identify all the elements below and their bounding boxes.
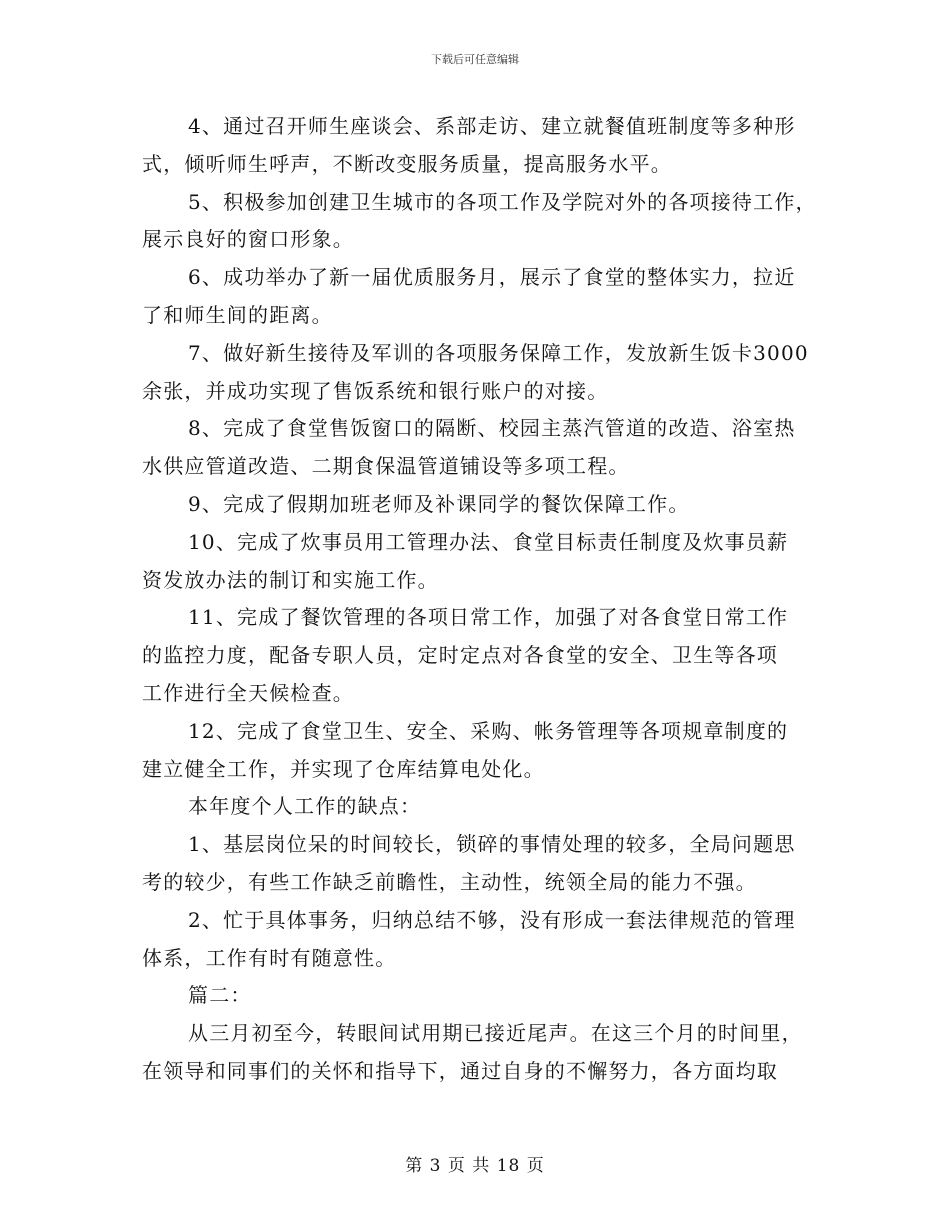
paragraph-line: 考的较少，有些工作缺乏前瞻性，主动性，统领全局的能力不强。 bbox=[142, 869, 757, 894]
paragraph-line: 12、完成了食堂卫生、安全、采购、帐务管理等各项规章制度的 bbox=[188, 718, 789, 743]
paragraph-line: 体系，工作有时有随意性。 bbox=[142, 945, 397, 970]
paragraph-line: 水供应管道改造、二期食保温管道铺设等多项工程。 bbox=[142, 454, 630, 479]
document-body bbox=[142, 108, 817, 1091]
page-header: 下载后可任意编辑 bbox=[431, 53, 519, 66]
paragraph-line: 10、完成了炊事员用工管理办法、食堂目标责任制度及炊事员薪 bbox=[188, 529, 789, 554]
paragraph-line: 余张，并成功实现了售饭系统和银行账户的对接。 bbox=[142, 378, 609, 403]
paragraph bbox=[142, 410, 810, 486]
paragraph-line: 1、基层岗位呆的时间较长，锁碎的事情处理的较多，全局问题思 bbox=[188, 832, 796, 857]
paragraph-line: 工作进行全天候检查。 bbox=[142, 680, 354, 705]
paragraph-line: 2、忙于具体事务，归纳总结不够，没有形成一套法律规范的管理 bbox=[188, 907, 796, 932]
paragraph-line: 的监控力度，配备专职人员，定时定点对各食堂的安全、卫生等各项 bbox=[142, 643, 778, 668]
paragraph-line: 从三月初至今，转眼间试用期已接近尾声。在这三个月的时间里， bbox=[188, 1021, 803, 1046]
page-footer: 第 3 页 共 18 页 bbox=[405, 1156, 545, 1176]
paragraph bbox=[142, 1015, 810, 1091]
paragraph-line: 在领导和同事们的关怀和指导下，通过自身的不懈努力，各方面均取 bbox=[142, 1058, 778, 1083]
paragraph bbox=[142, 524, 810, 600]
paragraph bbox=[142, 184, 817, 260]
paragraph-line: 展示良好的窗口形象。 bbox=[142, 227, 354, 252]
paragraph-line: 式，倾听师生呼声，不断改变服务质量，提高服务水平。 bbox=[142, 151, 672, 176]
paragraph bbox=[142, 335, 810, 411]
paragraph-line: 建立健全工作，并实现了仓库结算电处化。 bbox=[142, 756, 545, 781]
paragraph bbox=[142, 713, 810, 789]
paragraph bbox=[142, 826, 810, 902]
paragraph-line: 8、完成了食堂售饭窗口的隔断、校园主蒸汽管道的改造、浴室热 bbox=[188, 416, 796, 441]
paragraph-line: 资发放办法的制订和实施工作。 bbox=[142, 567, 439, 592]
paragraph-line: 4、通过召开师生座谈会、系部走访、建立就餐值班制度等多种形 bbox=[188, 114, 796, 138]
paragraph-line: 了和师生间的距离。 bbox=[142, 302, 333, 327]
paragraph bbox=[142, 486, 810, 524]
paragraph-line: 11、完成了餐饮管理的各项日常工作，加强了对各食堂日常工作 bbox=[188, 605, 789, 630]
paragraph bbox=[142, 259, 810, 335]
paragraph-line: 篇二： bbox=[188, 983, 252, 1008]
paragraph bbox=[142, 599, 810, 712]
paragraph-line: 9、完成了假期加班老师及补课同学的餐饮保障工作。 bbox=[188, 491, 690, 516]
paragraph-line: 7、做好新生接待及军训的各项服务保障工作，发放新生饭卡3000 bbox=[188, 340, 809, 365]
paragraph-line: 6、成功举办了新一届优质服务月，展示了食堂的整体实力，拉近 bbox=[188, 265, 796, 290]
paragraph-line: 本年度个人工作的缺点： bbox=[188, 794, 422, 819]
paragraph bbox=[142, 108, 810, 184]
paragraph bbox=[142, 902, 810, 978]
paragraph-line: 5、积极参加创建卫生城市的各项工作及学院对外的各项接待工作， bbox=[188, 189, 817, 214]
paragraph bbox=[142, 977, 810, 1015]
paragraph bbox=[142, 788, 810, 826]
